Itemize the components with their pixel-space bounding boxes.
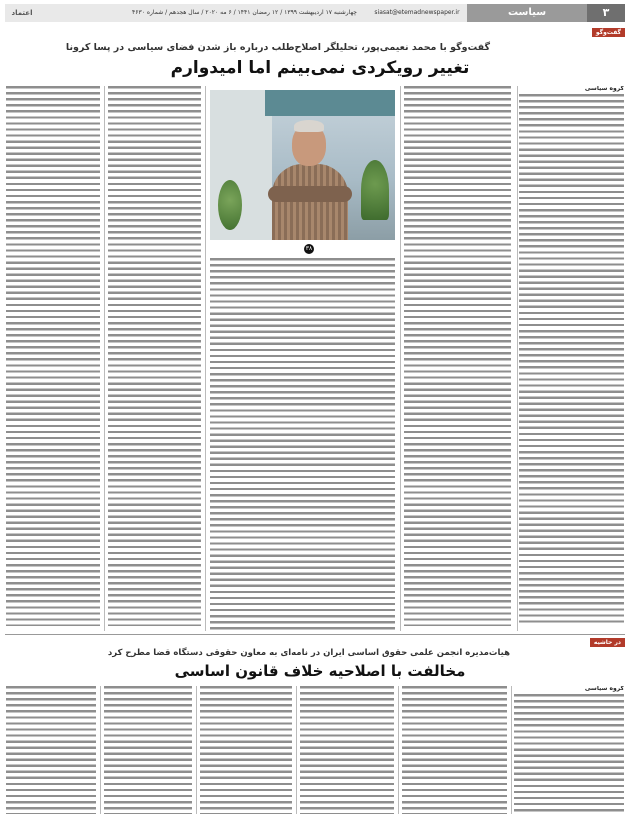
body-text <box>514 694 624 814</box>
body-text <box>200 686 292 814</box>
top-article-column-1 <box>519 86 624 626</box>
section-title: سیاست <box>467 4 587 22</box>
top-article-tag: گفت‌وگو <box>592 28 625 37</box>
column-divider <box>398 686 399 814</box>
bottom-article-headline: مخالفت با اصلاحیه خلاف قانون اساسی <box>174 662 466 680</box>
column-divider <box>205 86 206 631</box>
body-text <box>210 258 395 630</box>
body-text <box>6 86 100 626</box>
bottom-article-column-5 <box>104 686 192 814</box>
section-separator <box>5 634 625 635</box>
top-article-column-4 <box>108 86 201 626</box>
column-divider <box>196 686 197 814</box>
column-divider <box>296 686 297 814</box>
top-article-lead: گروه سیاسی <box>584 86 624 92</box>
bottom-article-column-6 <box>6 686 96 814</box>
top-article-headline: تغییر رویکردی نمی‌بینم اما امیدوارم <box>170 58 470 78</box>
body-text <box>300 686 394 814</box>
body-text <box>404 86 511 626</box>
body-text <box>519 94 624 626</box>
bottom-article-column-3 <box>300 686 394 814</box>
bottom-article-column-4 <box>200 686 292 814</box>
bottom-article-kicker: هیات‌مدیره انجمن علمی حقوق اساسی ایران در نامه‌ای به معاون حقوقی دستگاه قضا مطرح کرد <box>107 648 510 658</box>
body-text <box>108 86 201 626</box>
bottom-article-column-2 <box>402 686 507 814</box>
page-number: ۳ <box>587 4 625 22</box>
newspaper-logo: اعتماد <box>5 4 39 22</box>
top-article-column-3 <box>210 258 395 630</box>
interviewee-photo <box>210 90 395 240</box>
bottom-article-tag: در حاشیه <box>590 638 625 647</box>
section-email[interactable]: siasat@etemadnewspaper.ir <box>367 4 467 22</box>
column-divider <box>511 686 512 814</box>
body-text <box>104 686 192 814</box>
bottom-article-lead: گروه سیاسی <box>584 686 624 692</box>
date-line: چهارشنبه ۱۷ اردیبهشت ۱۳۹۹ / ۱۲ رمضان ۱۴۴۱ / ۶ مه ۲۰۲۰ / سال هجدهم / شماره ۴۶۳۰ <box>39 4 367 22</box>
page-header <box>5 4 625 22</box>
column-divider <box>517 86 518 631</box>
body-text <box>402 686 507 814</box>
column-divider <box>100 686 101 814</box>
body-text <box>6 686 96 814</box>
bottom-article-column-1 <box>514 686 624 814</box>
photo-caption-number: ۳۸ <box>305 245 313 252</box>
column-divider <box>400 86 401 631</box>
top-article-column-5 <box>6 86 100 626</box>
top-article-kicker: گفت‌وگو با محمد نعیمی‌پور، تحلیلگر اصلاح‌طلب درباره باز شدن فضای سیاسی در پسا کرونا <box>65 42 490 53</box>
column-divider <box>104 86 105 631</box>
top-article-column-2 <box>404 86 511 626</box>
